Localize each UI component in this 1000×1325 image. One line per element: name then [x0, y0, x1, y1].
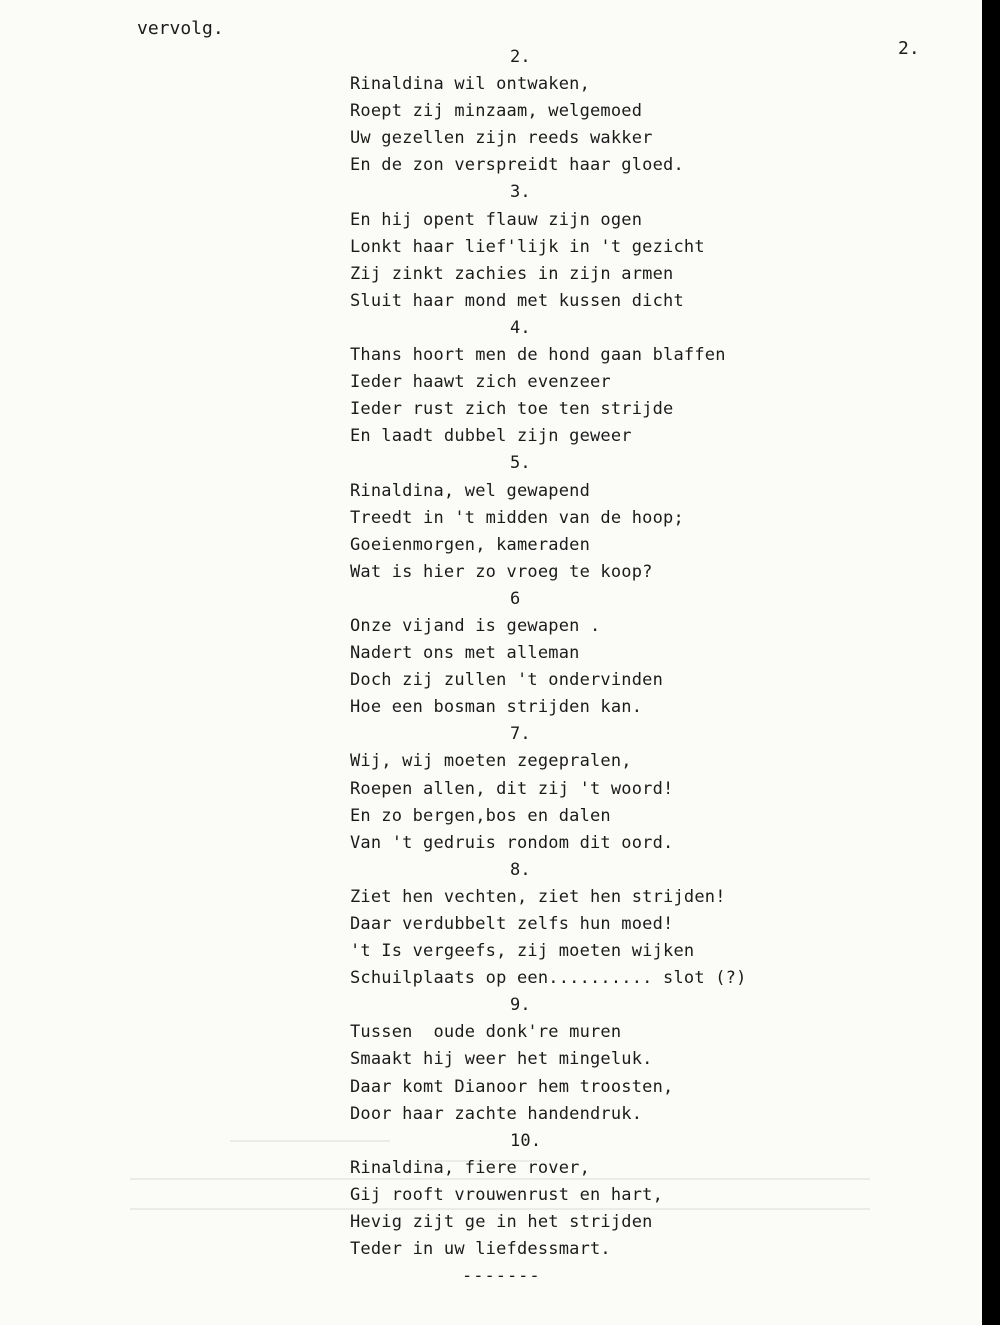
poem-line: Roept zij minzaam, welgemoed	[350, 101, 643, 122]
poem-line: Sluit haar mond met kussen dicht	[350, 290, 684, 311]
stanza-number: 4.	[510, 317, 531, 338]
poem-line: Rinaldina wil ontwaken,	[350, 74, 591, 95]
poem-line: Wij, wij moeten zegepralen,	[350, 751, 632, 772]
poem-line: Smaakt hij weer het mingeluk.	[350, 1049, 653, 1070]
stanza	[350, 315, 770, 450]
end-mark: -------	[462, 1266, 541, 1287]
poem-line: Daar verdubbelt zelfs hun moed!	[350, 914, 674, 934]
poem-line: Treedt in 't midden van de hoop;	[350, 507, 684, 528]
poem-line: Teder in uw liefdessmart.	[350, 1239, 611, 1260]
stanza	[350, 450, 770, 585]
stanza	[350, 721, 770, 856]
stanza-number: 7.	[510, 724, 531, 745]
stanza-number: 9.	[510, 995, 531, 1016]
stanza	[350, 44, 770, 179]
page-number: 2.	[898, 38, 920, 59]
poem-line: Onze vijand is gewapen .	[350, 615, 601, 636]
stanza-number: 2.	[510, 47, 531, 67]
stanza	[350, 857, 770, 992]
poem-line: Tussen oude donk're muren	[350, 1022, 622, 1043]
stanza	[350, 1128, 770, 1263]
poem-line: Hoe een bosman strijden kan.	[350, 697, 643, 718]
stanza	[350, 179, 770, 314]
poem-line: Ieder rust zich toe ten strijde	[350, 399, 674, 420]
poem-line: En de zon verspreidt haar gloed.	[350, 155, 684, 176]
poem-line: Uw gezellen zijn reeds wakker	[350, 128, 653, 149]
poem-line: Roepen allen, dit zij 't woord!	[350, 778, 674, 799]
poem-line: 't Is vergeefs, zij moeten wijken	[350, 941, 695, 962]
poem-line: Goeienmorgen, kameraden	[350, 534, 591, 555]
poem-line: Schuilplaats op een.......... slot (?)	[350, 968, 747, 989]
stanza	[350, 586, 770, 721]
poem-line: Hevig zijt ge in het strijden	[350, 1212, 653, 1233]
stanza-number: 5.	[510, 453, 531, 474]
poem-line: En hij opent flauw zijn ogen	[350, 209, 643, 230]
stanza-number: 6	[510, 588, 521, 609]
poem-body	[350, 44, 770, 1290]
poem-line: Thans hoort men de hond gaan blaffen	[350, 345, 726, 366]
poem-line: Rinaldina, fiere rover,	[350, 1157, 591, 1178]
poem-line: Wat is hier zo vroeg te koop?	[350, 561, 653, 582]
poem-line: Ziet hen vechten, ziet hen strijden!	[350, 886, 726, 907]
poem-line: Rinaldina, wel gewapend	[350, 480, 591, 501]
stanza-number: 10.	[510, 1130, 542, 1151]
stanza-number: 8.	[510, 859, 531, 880]
continued-label: vervolg.	[137, 18, 224, 39]
poem-line: Lonkt haar lief'lijk in 't gezicht	[350, 236, 705, 257]
stanza-number: 3.	[510, 182, 531, 203]
poem-line: Daar komt Dianoor hem troosten,	[350, 1076, 674, 1097]
poem-line: Zij zinkt zachies in zijn armen	[350, 263, 674, 284]
poem-line: Door haar zachte handendruk.	[350, 1103, 643, 1124]
poem-line: Gij rooft vrouwenrust en hart,	[350, 1184, 664, 1205]
poem-line: Van 't gedruis rondom dit oord.	[350, 832, 674, 853]
stanza	[350, 992, 770, 1127]
poem-line: En laadt dubbel zijn geweer	[350, 426, 632, 447]
poem-line: En zo bergen,bos en dalen	[350, 805, 611, 826]
poem-line: Ieder haawt zich evenzeer	[350, 372, 611, 393]
poem-line: Nadert ons met alleman	[350, 643, 580, 664]
poem-line: Doch zij zullen 't ondervinden	[350, 670, 664, 691]
